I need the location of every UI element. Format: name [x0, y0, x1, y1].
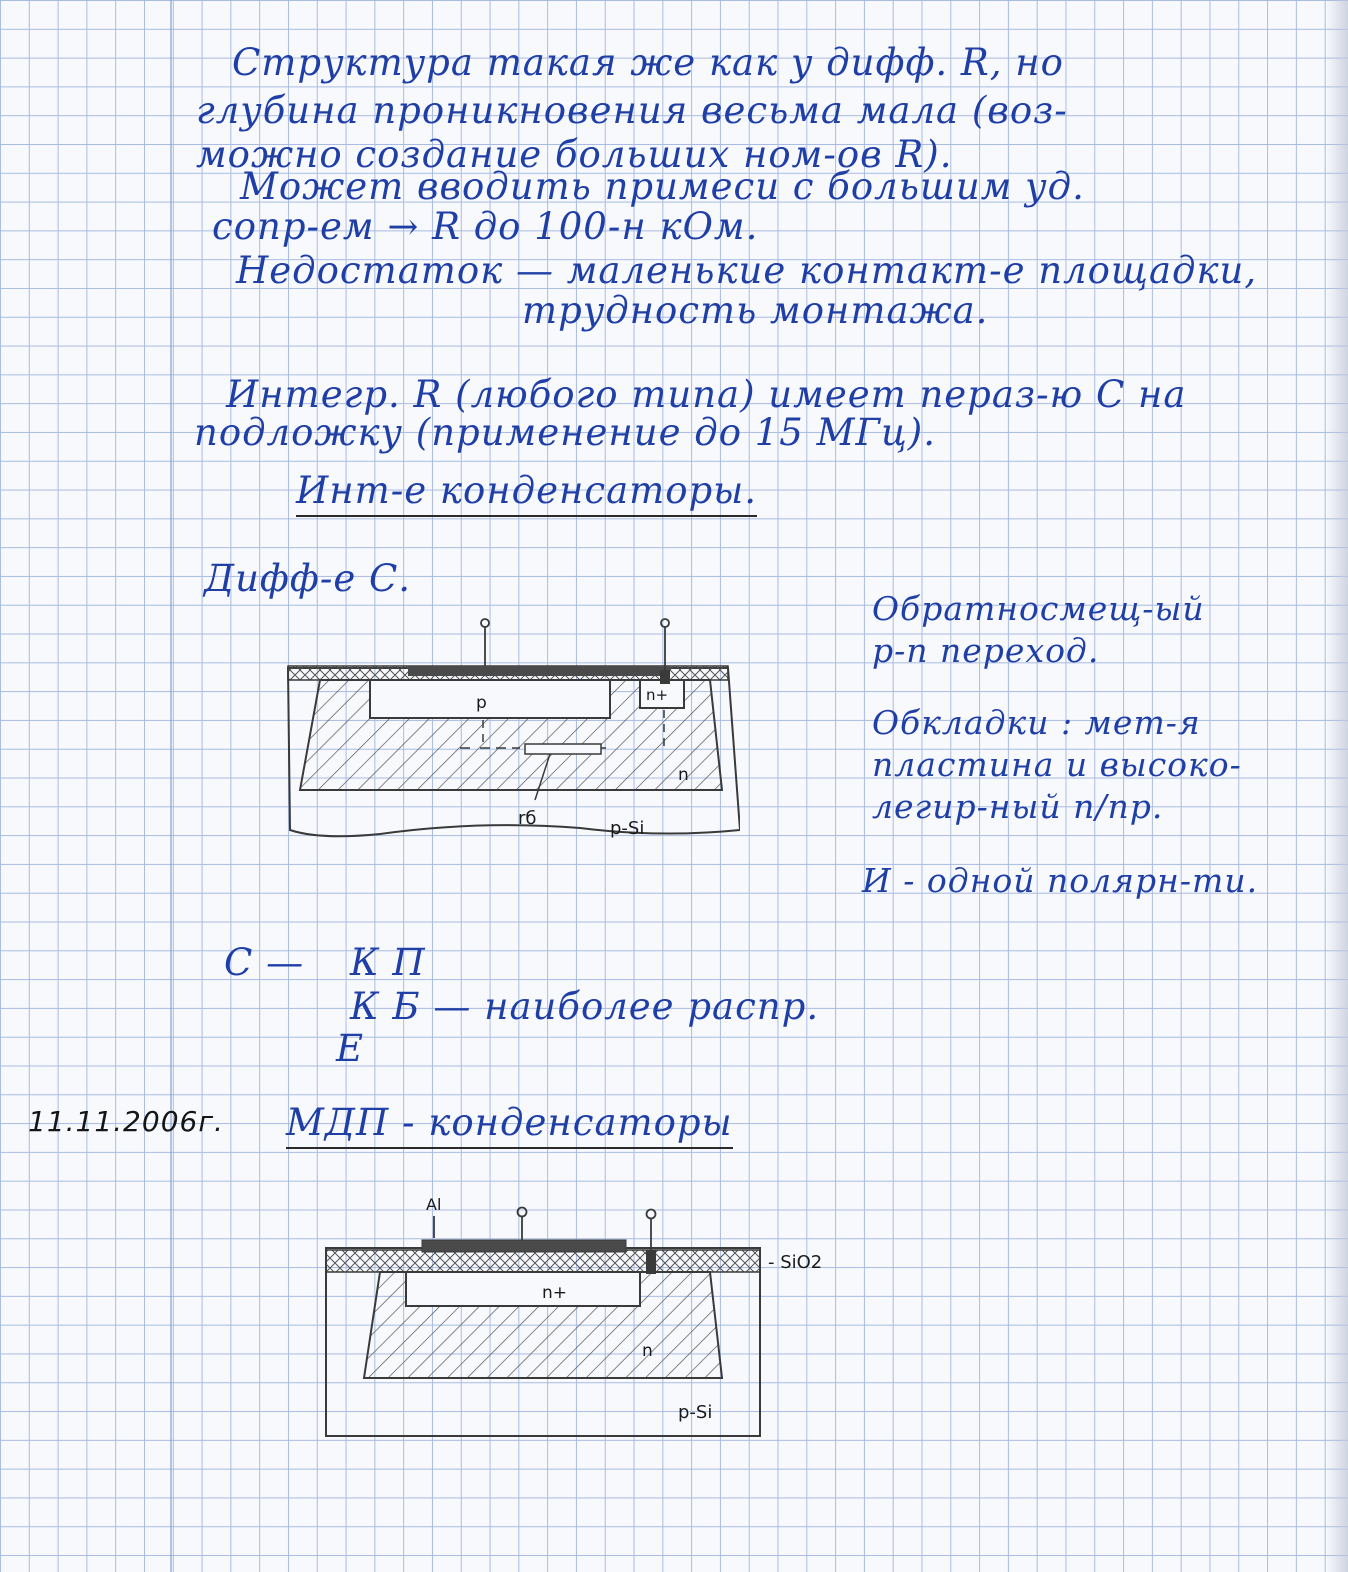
section2-title: МДП - конденсаторы: [286, 1104, 733, 1149]
note-5: легир-ный п/пр.: [872, 787, 1164, 826]
diagram1-label-psi: p-Si: [610, 818, 645, 839]
page-fold-shadow: [1326, 0, 1348, 1572]
mos-capacitor-diagram: [320, 1188, 860, 1448]
text-line-3: можно создание больших ном-ов R).: [196, 133, 953, 176]
text-line-6: Недостаток — маленькие контакт-е площадки,: [236, 249, 1258, 292]
diagram2-label-al: Al: [426, 1195, 442, 1214]
date-label: 11.11.2006г.: [28, 1105, 224, 1138]
text-line-9: подложку (применение до 15 МГц).: [194, 411, 936, 454]
text-line-2: глубина проникновения весьма мала (воз-: [196, 89, 1068, 132]
note-4: пластина и высоко-: [872, 745, 1242, 784]
section1-subtitle: Дифф-е С.: [204, 557, 412, 600]
text-line-1: Структура такая же как у дифф. R, но: [232, 41, 1064, 84]
note-1: Обратносмещ-ый: [872, 589, 1205, 628]
diagram2-label-n: n: [642, 1341, 653, 1361]
diagram1-label-rb: rб: [518, 808, 537, 829]
text-line-7: трудность монтажа.: [522, 289, 989, 332]
text-line-8: Интегр. R (любого типа) имеет пераз-ю С на: [226, 373, 1187, 416]
diagram2-label-psi: p-Si: [678, 1402, 713, 1423]
c-list-e: Е: [336, 1027, 365, 1070]
note-3: Обкладки : мет-я: [872, 703, 1201, 742]
diagram1-label-nplus: n+: [646, 686, 669, 704]
diffused-capacitor-diagram: [280, 590, 740, 870]
c-list-kb: К Б — наиболее распр.: [350, 985, 820, 1028]
diagram1-label-p: p: [476, 693, 487, 713]
diagram2-label-nplus: n+: [542, 1283, 568, 1303]
section1-title: Инт-е конденсаторы.: [296, 472, 757, 517]
note-6: И - одной полярн-ти.: [862, 861, 1259, 900]
c-list-c: С —: [224, 941, 305, 984]
text-line-4: Может вводить примеси с большим уд.: [240, 165, 1085, 208]
note-2: p-n переход.: [872, 631, 1100, 670]
c-list-kp: К П: [350, 941, 426, 984]
margin-line: [170, 0, 172, 1572]
diagram2-label-sio2: - SiO2: [768, 1252, 823, 1273]
diagram1-label-n: n: [678, 765, 689, 785]
text-line-5: сопр-ем → R до 100-н кОм.: [212, 205, 759, 248]
